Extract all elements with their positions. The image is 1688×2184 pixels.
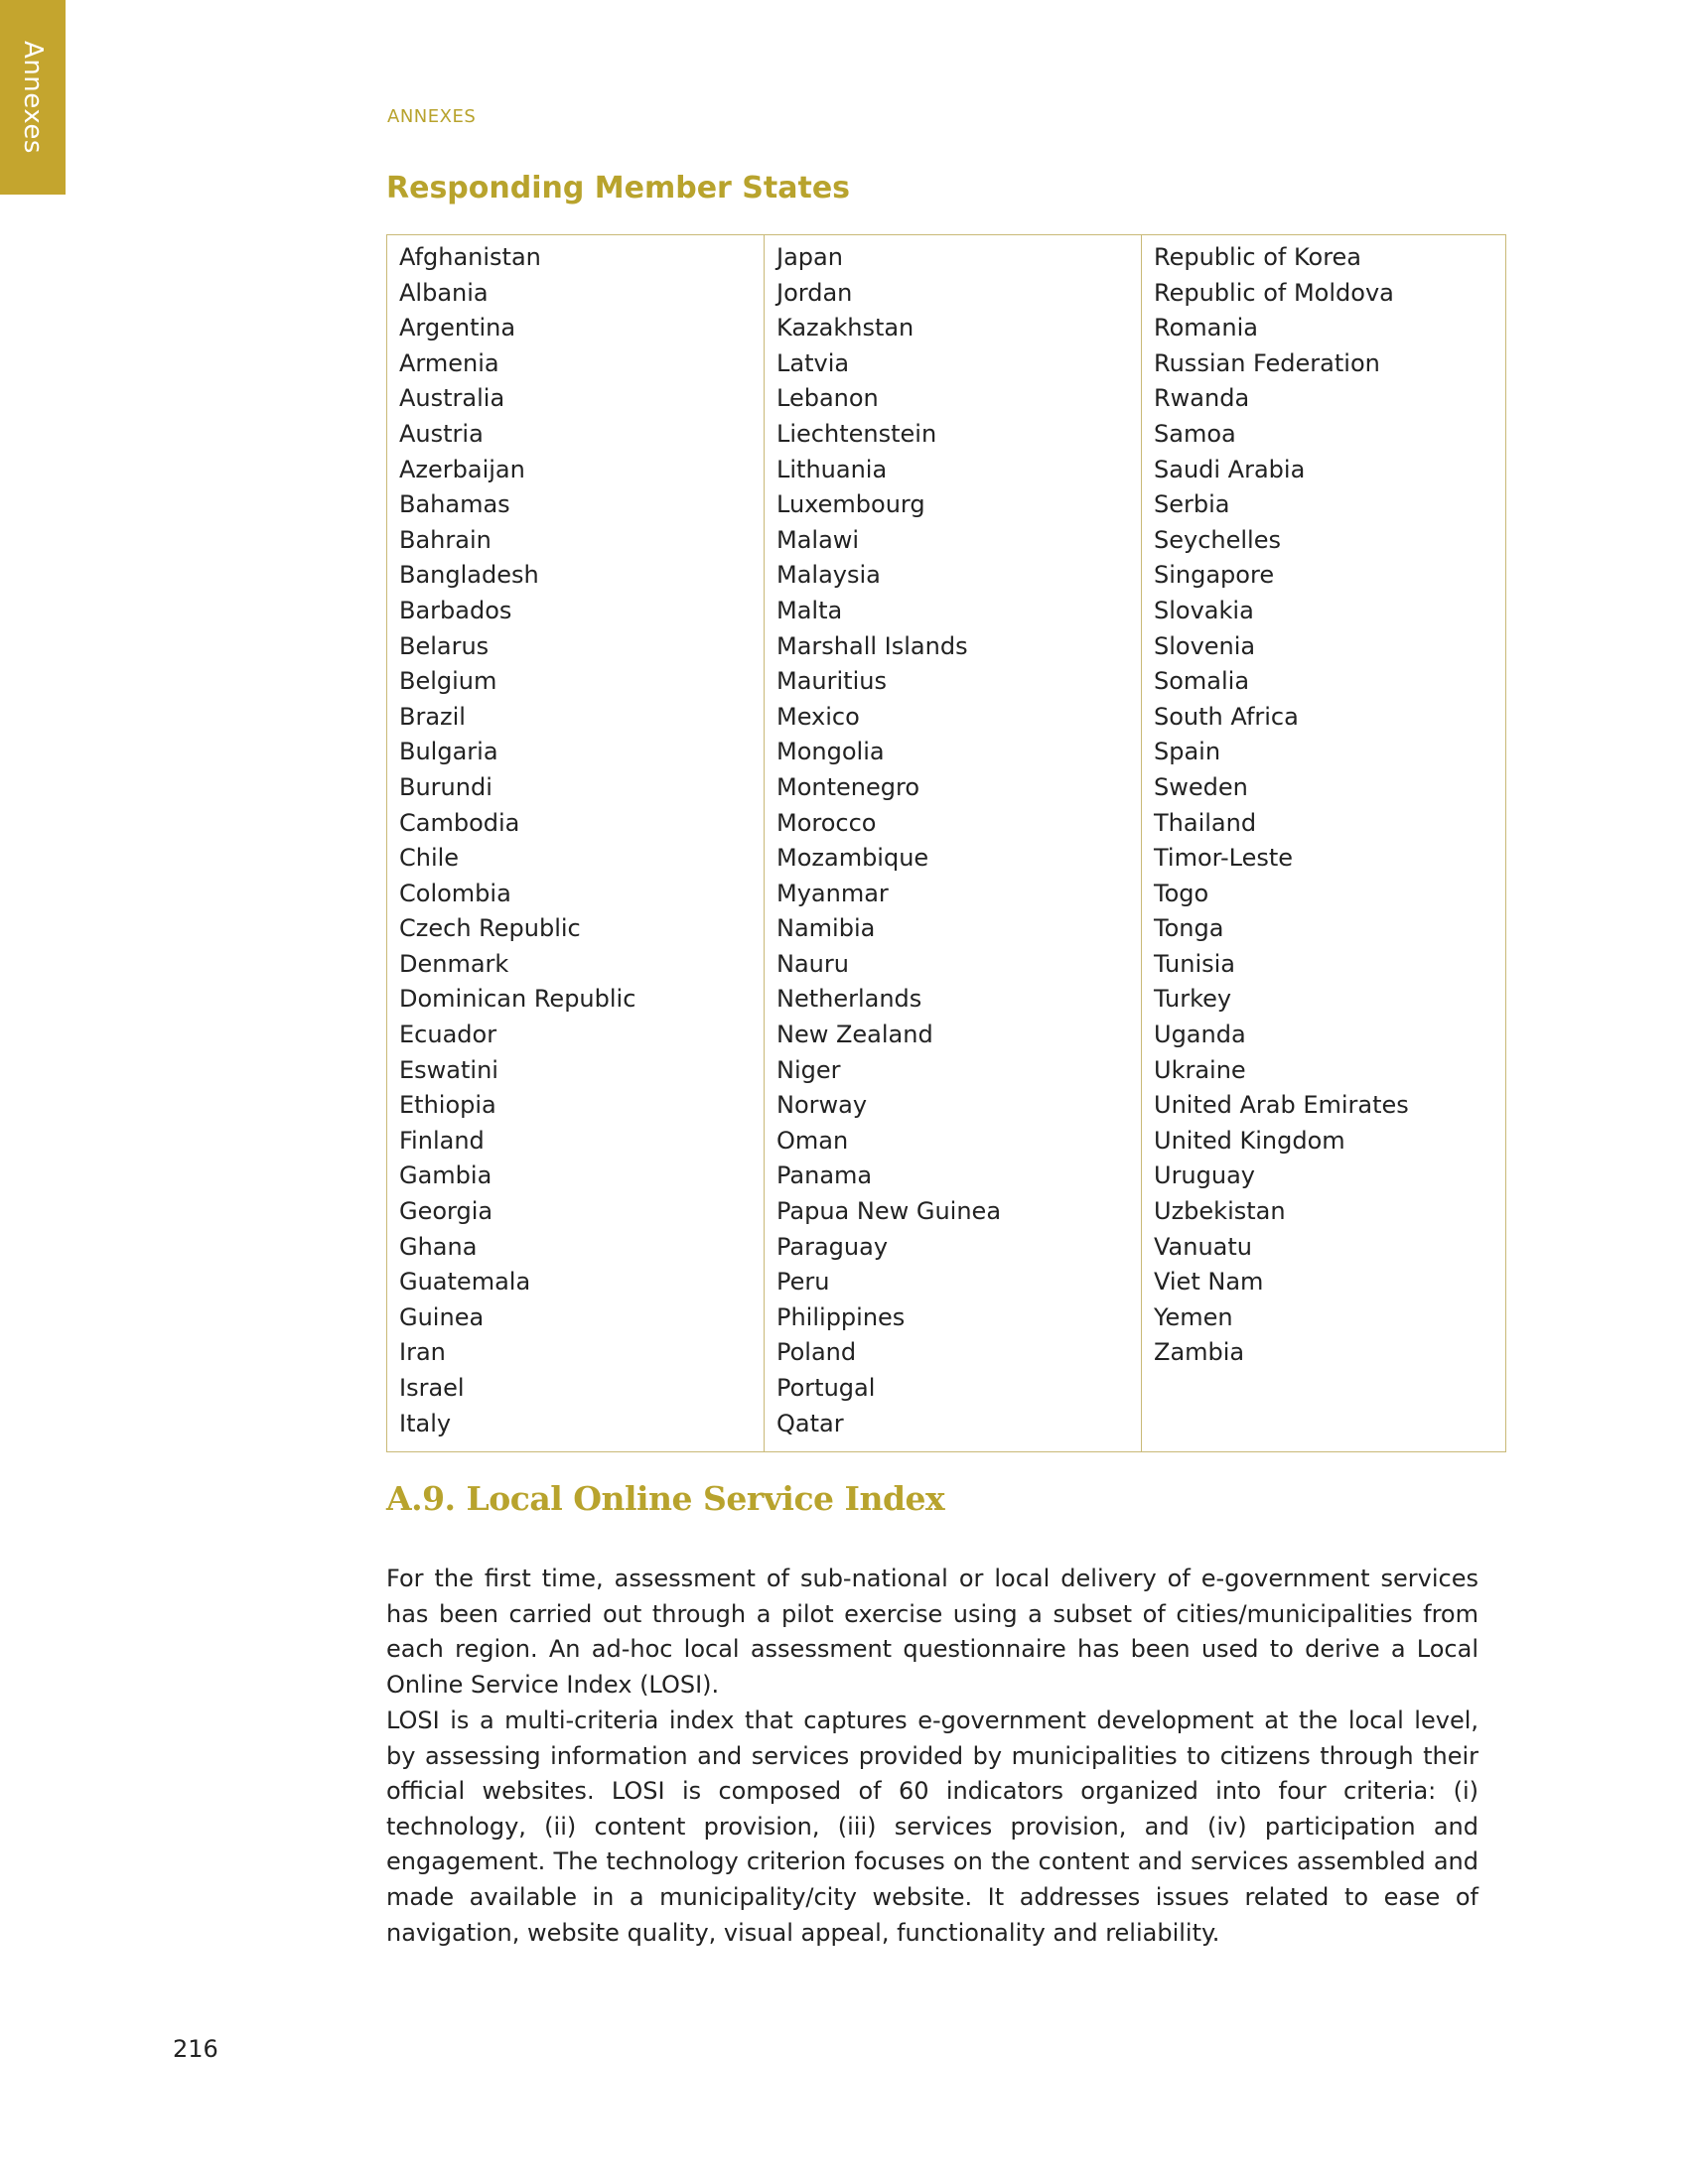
member-state-item: Morocco: [776, 808, 877, 837]
member-state-item: Austria: [399, 419, 484, 448]
paragraph-intro: For the first time, assessment of sub-national or local delivery of e-government services has been carried out through a pilot exercise using a subset of cities/municipalities from each region. An ad-hoc local assessment questionnaire has been used to derive a Local Online Service Index (LOSI).: [386, 1565, 1478, 1699]
member-state-item: Spain: [1154, 738, 1221, 766]
annexes-side-tab: [0, 0, 66, 195]
member-state-item: Armenia: [399, 348, 499, 377]
member-state-item: Cambodia: [399, 808, 520, 837]
member-state-item: Albania: [399, 278, 489, 307]
member-state-item: Tonga: [1154, 914, 1224, 943]
member-state-item: Guinea: [399, 1302, 485, 1331]
member-state-item: Ghana: [399, 1232, 478, 1261]
member-state-item: Nauru: [776, 949, 849, 978]
member-state-item: Japan: [776, 243, 843, 271]
member-state-item: Samoa: [1154, 419, 1236, 448]
member-state-item: Uzbekistan: [1154, 1197, 1286, 1226]
member-state-item: Lebanon: [776, 384, 879, 413]
member-state-item: Netherlands: [776, 985, 922, 1014]
member-state-item: Ecuador: [399, 1021, 497, 1049]
member-state-item: Portugal: [776, 1374, 876, 1402]
member-state-item: Rwanda: [1154, 384, 1250, 413]
member-state-item: Brazil: [399, 702, 466, 731]
member-state-item: Papua New Guinea: [776, 1197, 1002, 1226]
member-state-item: Chile: [399, 844, 460, 873]
member-state-item: Belarus: [399, 631, 490, 660]
member-state-item: Namibia: [776, 914, 876, 943]
member-state-item: Liechtenstein: [776, 419, 937, 448]
member-state-item: Seychelles: [1154, 525, 1281, 554]
member-state-item: Mozambique: [776, 844, 929, 873]
member-state-item: Gambia: [399, 1161, 492, 1190]
member-state-item: Dominican Republic: [399, 985, 636, 1014]
member-state-item: Slovakia: [1154, 596, 1254, 624]
states-column-2: [765, 235, 1142, 1452]
member-state-item: Malaysia: [776, 561, 881, 590]
member-state-item: Timor-Leste: [1154, 844, 1294, 873]
member-state-item: United Kingdom: [1154, 1126, 1345, 1155]
member-state-item: Niger: [776, 1055, 841, 1084]
member-state-item: Republic of Moldova: [1154, 278, 1394, 307]
member-state-item: Turkey: [1154, 985, 1232, 1014]
member-state-item: Vanuatu: [1154, 1232, 1253, 1261]
member-state-item: Bulgaria: [399, 738, 498, 766]
member-state-item: Viet Nam: [1154, 1268, 1264, 1297]
member-state-item: Afghanistan: [399, 243, 541, 271]
member-state-item: Italy: [399, 1409, 452, 1437]
member-state-item: Togo: [1154, 879, 1209, 907]
member-state-item: Malawi: [776, 525, 860, 554]
running-head: ANNEXES: [387, 106, 477, 127]
member-state-item: Marshall Islands: [776, 631, 968, 660]
member-state-item: Mauritius: [776, 667, 887, 696]
member-state-item: Bahrain: [399, 525, 492, 554]
member-state-item: Paraguay: [776, 1232, 889, 1261]
member-state-item: Panama: [776, 1161, 873, 1190]
member-state-item: Montenegro: [776, 772, 920, 801]
member-state-item: Denmark: [399, 949, 509, 978]
member-state-item: Azerbaijan: [399, 455, 525, 483]
member-state-item: Bahamas: [399, 490, 510, 519]
member-state-item: Jordan: [776, 278, 853, 307]
member-state-item: Georgia: [399, 1197, 493, 1226]
member-state-item: Mongolia: [776, 738, 885, 766]
member-state-item: Philippines: [776, 1302, 906, 1331]
member-state-item: Finland: [399, 1126, 485, 1155]
member-state-item: Burundi: [399, 772, 492, 801]
member-state-item: Oman: [776, 1126, 849, 1155]
member-state-item: South Africa: [1154, 702, 1299, 731]
member-state-item: Bangladesh: [399, 561, 539, 590]
member-state-item: Ethiopia: [399, 1091, 496, 1120]
member-state-item: Yemen: [1154, 1302, 1233, 1331]
member-state-item: Israel: [399, 1374, 465, 1402]
section-title: Responding Member States: [386, 171, 851, 205]
member-state-item: Malta: [776, 596, 843, 624]
member-state-item: Myanmar: [776, 879, 889, 907]
member-state-item: Uruguay: [1154, 1161, 1255, 1190]
member-state-item: Barbados: [399, 596, 512, 624]
member-state-item: Poland: [776, 1338, 857, 1367]
member-state-item: Sweden: [1154, 772, 1248, 801]
member-state-item: Latvia: [776, 348, 850, 377]
member-state-item: Uganda: [1154, 1021, 1246, 1049]
member-state-item: Argentina: [399, 314, 516, 342]
member-state-item: Norway: [776, 1091, 868, 1120]
member-state-item: Singapore: [1154, 561, 1275, 590]
member-state-item: Australia: [399, 384, 505, 413]
member-state-item: Kazakhstan: [776, 314, 914, 342]
member-state-item: Iran: [399, 1338, 446, 1367]
member-state-item: Serbia: [1154, 490, 1230, 519]
member-state-item: Guatemala: [399, 1268, 531, 1297]
member-state-item: Saudi Arabia: [1154, 455, 1306, 483]
member-state-item: Slovenia: [1154, 631, 1256, 660]
member-state-item: Russian Federation: [1154, 348, 1380, 377]
member-state-item: Eswatini: [399, 1055, 498, 1084]
member-state-item: Tunisia: [1154, 949, 1235, 978]
member-state-item: Czech Republic: [399, 914, 581, 943]
paragraph-losi: LOSI is a multi-criteria index that captures e-government development at the local level, by assessing information and services provided by municipalities to citizens through their official websites. LOSI is composed of 60 indicators organized into four criteria: (i) technology, (ii) content provision, (iii) services provision, and (iv) participation and engagement. The technology criterion focuses on the content and services assembled and made available in a municipality/city website. It addresses issues related to ease of navigation, website quality, visual appeal, functionality and reliability.: [386, 1706, 1478, 1947]
states-column-3: [1142, 235, 1506, 1452]
member-state-item: Luxembourg: [776, 490, 925, 519]
member-state-item: Peru: [776, 1268, 830, 1297]
member-state-item: Lithuania: [776, 455, 888, 483]
subsection-heading: A.9. Local Online Service Index: [386, 1479, 945, 1518]
member-state-item: Mexico: [776, 702, 860, 731]
member-state-item: New Zealand: [776, 1021, 933, 1049]
member-state-item: Ukraine: [1154, 1055, 1246, 1084]
member-state-item: Qatar: [776, 1409, 844, 1437]
member-state-item: Romania: [1154, 314, 1258, 342]
member-state-item: Republic of Korea: [1154, 243, 1362, 271]
member-state-item: Thailand: [1154, 808, 1257, 837]
side-tab-label: Annexes: [18, 41, 48, 154]
states-column-1: [387, 235, 765, 1452]
page-number: 216: [173, 2035, 218, 2063]
member-state-item: Zambia: [1154, 1338, 1245, 1367]
member-state-item: Somalia: [1154, 667, 1250, 696]
member-state-item: Belgium: [399, 667, 497, 696]
member-state-item: Colombia: [399, 879, 511, 907]
member-states-table: [386, 234, 1506, 1452]
member-state-item: United Arab Emirates: [1154, 1091, 1409, 1120]
